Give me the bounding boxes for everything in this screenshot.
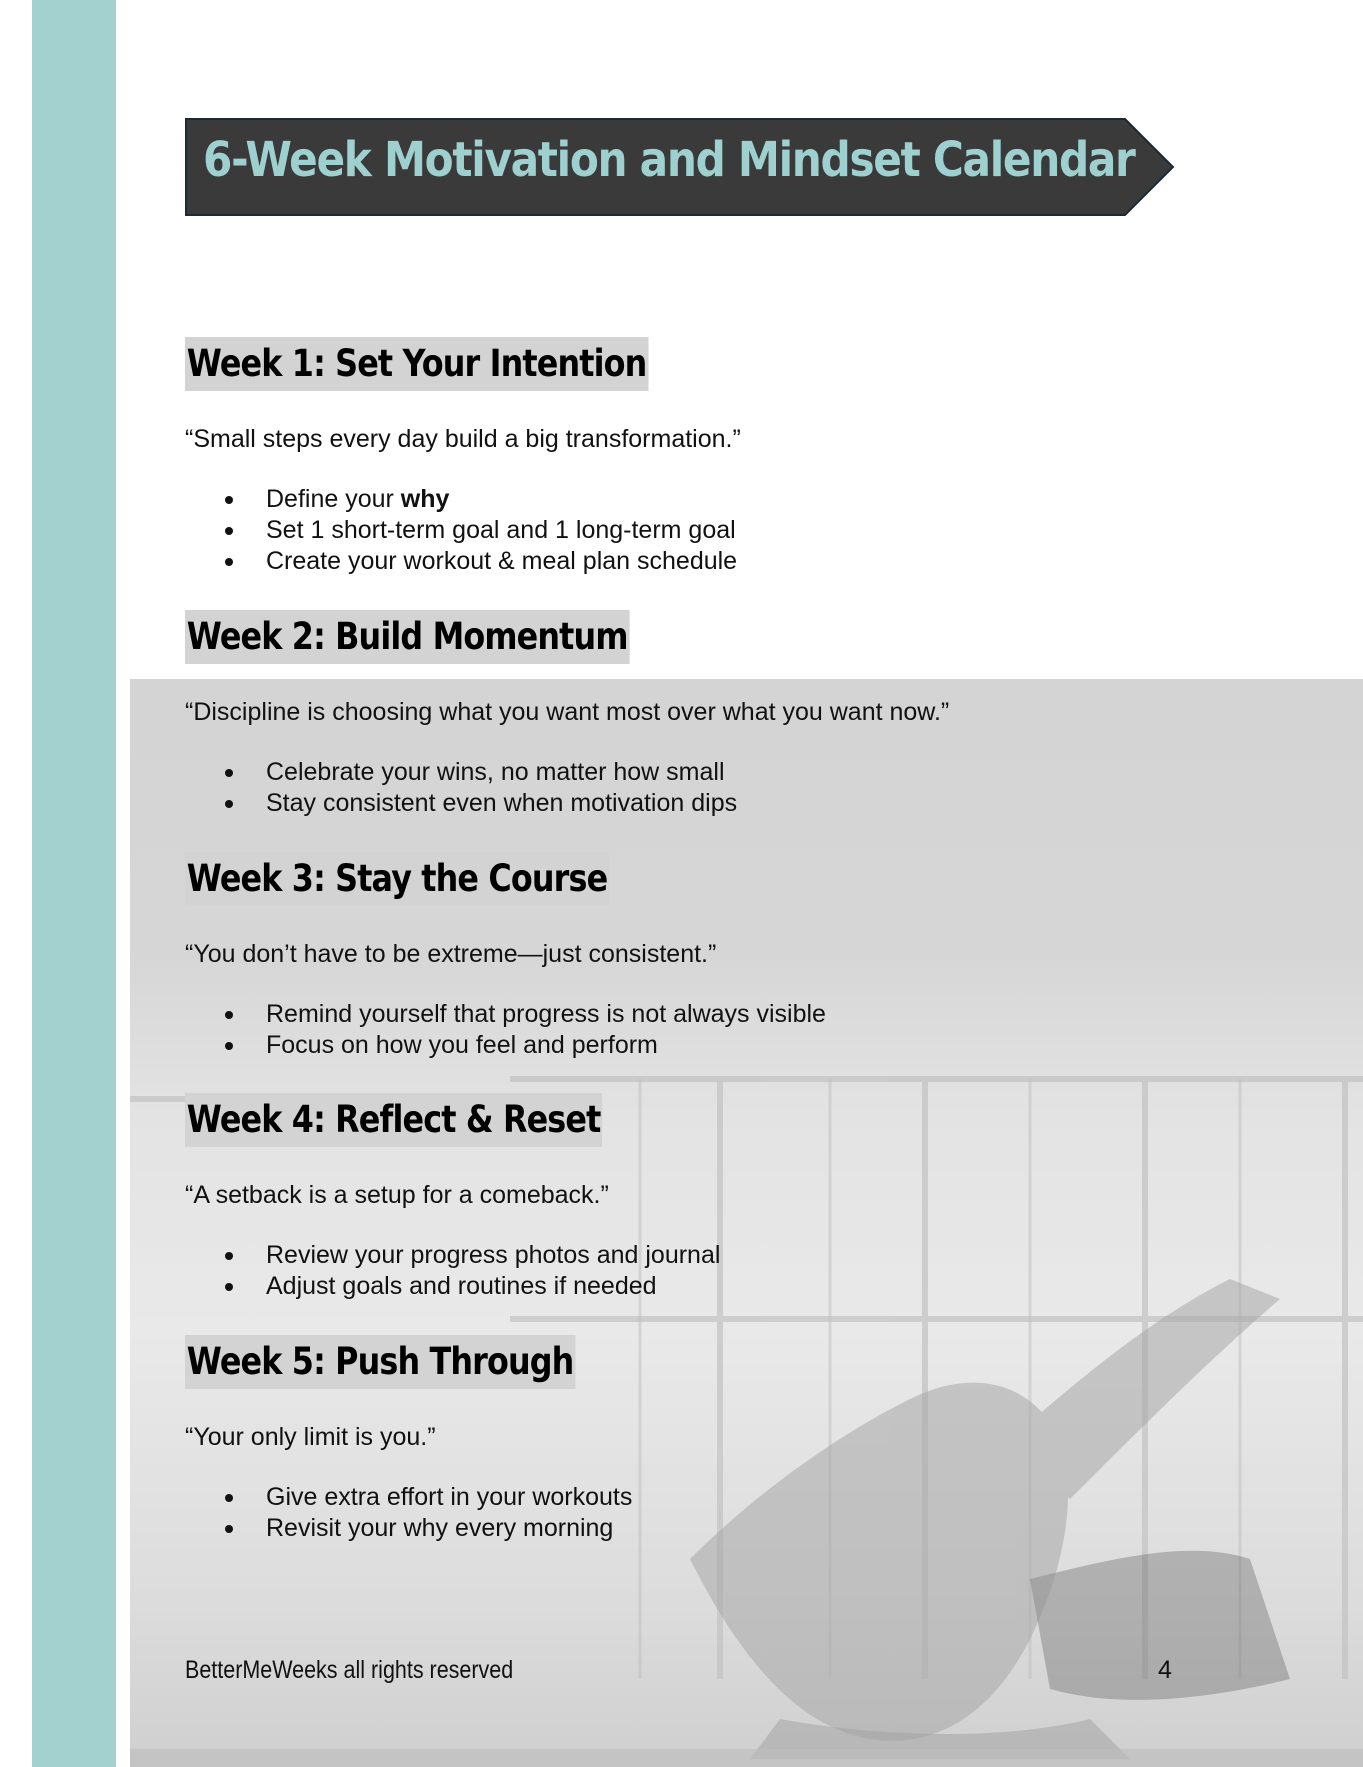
list-item <box>185 999 826 1030</box>
week-section-5 <box>185 1335 639 1542</box>
bullet-dot <box>225 527 233 535</box>
list-item-text: Give extra effort in your workouts <box>266 1483 633 1511</box>
title-banner <box>185 118 1175 216</box>
bullet-dot <box>225 1525 233 1533</box>
left-accent-stripe <box>32 0 116 1767</box>
week-quote: “You don’t have to be extreme—just consistent.” <box>185 940 717 968</box>
list-item-text: Define your <box>266 485 401 513</box>
list-item <box>185 1513 632 1544</box>
week-quote: “Small steps every day build a big transformation.” <box>185 425 741 453</box>
week-heading: Week 3: Stay the Course <box>185 852 609 906</box>
page-title: 6-Week Motivation and Mindset Calendar <box>203 132 1135 188</box>
week-quote: “Discipline is choosing what you want most over what you want now.” <box>185 698 950 726</box>
list-item-text: Remind yourself that progress is not always visible <box>266 1000 826 1028</box>
week-section-3 <box>185 852 826 1059</box>
list-item-text: Adjust goals and routines if needed <box>266 1272 657 1300</box>
week-heading: Week 2: Build Momentum <box>185 610 629 664</box>
list-item <box>185 1030 826 1061</box>
list-item-text: Celebrate your wins, no matter how small <box>266 758 725 786</box>
week-heading: Week 4: Reflect & Reset <box>185 1093 602 1147</box>
list-item-text: Set 1 short-term goal and 1 long-term goal <box>266 516 736 544</box>
workout-photo-illustration <box>130 679 1363 1767</box>
bullet-dot <box>225 769 233 777</box>
week-heading: Week 5: Push Through <box>185 1335 575 1389</box>
week-heading: Week 1: Set Your Intention <box>185 337 648 391</box>
list-item-text: Create your workout & meal plan schedule <box>266 547 738 575</box>
bullet-dot <box>225 496 233 504</box>
footer-copyright: BetterMeWeeks all rights reserved <box>185 1656 514 1684</box>
list-item-text: Stay consistent even when motivation dips <box>266 789 738 817</box>
list-item-text: Revisit your why every morning <box>266 1514 614 1542</box>
list-item <box>185 1240 720 1271</box>
week-bullet-list <box>185 484 737 577</box>
list-item <box>185 484 737 515</box>
list-item-text: Focus on how you feel and perform <box>266 1031 658 1059</box>
week-bullet-list <box>185 999 826 1061</box>
page-number: 4 <box>1158 1656 1172 1684</box>
bullet-dot <box>225 558 233 566</box>
list-item <box>185 1482 632 1513</box>
list-item-text: Review your progress photos and journal <box>266 1241 721 1269</box>
bullet-dot <box>225 800 233 808</box>
week-section-4 <box>185 1093 721 1300</box>
week-bullet-list <box>185 1240 720 1302</box>
left-white-stripe <box>116 0 130 1767</box>
list-item <box>185 515 737 546</box>
list-item <box>185 546 737 577</box>
week-bullet-list <box>185 757 737 819</box>
list-item <box>185 757 737 788</box>
week-quote: “A setback is a setup for a comeback.” <box>185 1181 609 1209</box>
week-quote: “Your only limit is you.” <box>185 1423 436 1451</box>
bullet-dot <box>225 1252 233 1260</box>
week-bullet-list <box>185 1482 632 1544</box>
bullet-dot <box>225 1283 233 1291</box>
bullet-dot <box>225 1042 233 1050</box>
list-item-bold-text: why <box>400 485 450 513</box>
bullet-dot <box>225 1011 233 1019</box>
bullet-dot <box>225 1494 233 1502</box>
list-item <box>185 788 737 819</box>
list-item <box>185 1271 720 1302</box>
week-section-1 <box>185 337 741 575</box>
week-section-2 <box>185 610 950 817</box>
